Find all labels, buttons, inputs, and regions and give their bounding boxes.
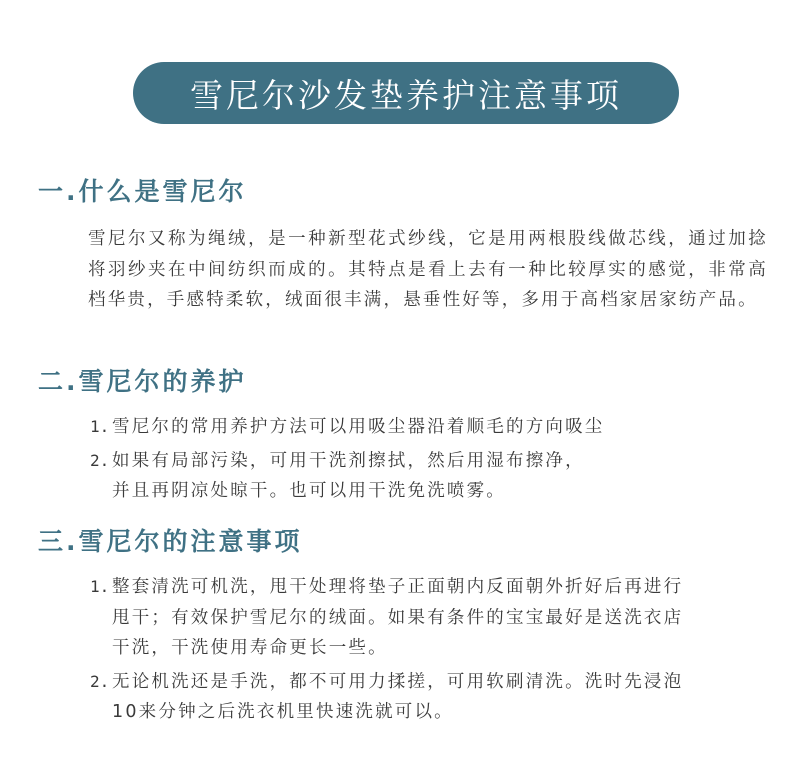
section-heading-what-is-chenille: 一.什么是雪尼尔 xyxy=(38,177,247,206)
list-item xyxy=(90,667,770,728)
list-item xyxy=(90,572,770,664)
list-item-text: 雪尼尔的常用养护方法可以用吸尘器沿着顺毛的方向吸尘 xyxy=(112,417,605,437)
list-item-number: 2. xyxy=(90,671,110,691)
list-item xyxy=(90,412,770,443)
title-banner xyxy=(133,62,679,124)
list-item-text: 如果有局部污染，可用干洗剂擦拭，然后用湿布擦净， 并且再阴凉处晾干。也可以用干洗免洗喷雾。 xyxy=(112,450,585,501)
precautions-list xyxy=(90,572,770,731)
list-item-number: 1. xyxy=(90,417,110,436)
care-list xyxy=(90,412,770,510)
list-item-text: 无论机洗还是手洗，都不可用力揉搓，可用软刷清洗。洗时先浸泡 10来分钟之后洗衣机里快速洗就可以。 xyxy=(112,671,684,722)
list-item-number: 1. xyxy=(90,577,110,596)
list-item xyxy=(90,446,770,507)
section-heading-precautions: 三.雪尼尔的注意事项 xyxy=(38,527,303,556)
list-item-number: 2. xyxy=(90,450,110,470)
section-paragraph-what-is-chenille: 雪尼尔又称为绳绒，是一种新型花式纱线，它是用两根股线做芯线，通过加捻将羽纱夹在中间纺织而成的。其特点是看上去有一种比较厚实的感觉，非常高档华贵，手感特柔软，绒面很丰满，悬垂性好等，多用于高档家居家纺产品。 xyxy=(88,229,768,310)
section-heading-care: 二.雪尼尔的养护 xyxy=(38,367,247,396)
page-title: 雪尼尔沙发垫养护注意事项 xyxy=(190,75,622,115)
list-item-text: 整套清洗可机洗，甩干处理将垫子正面朝内反面朝外折好后再进行 甩干；有效保护雪尼尔的绒面。如果有条件的宝宝最好是送洗衣店 干洗，干洗使用寿命更长一些。 xyxy=(112,577,684,658)
